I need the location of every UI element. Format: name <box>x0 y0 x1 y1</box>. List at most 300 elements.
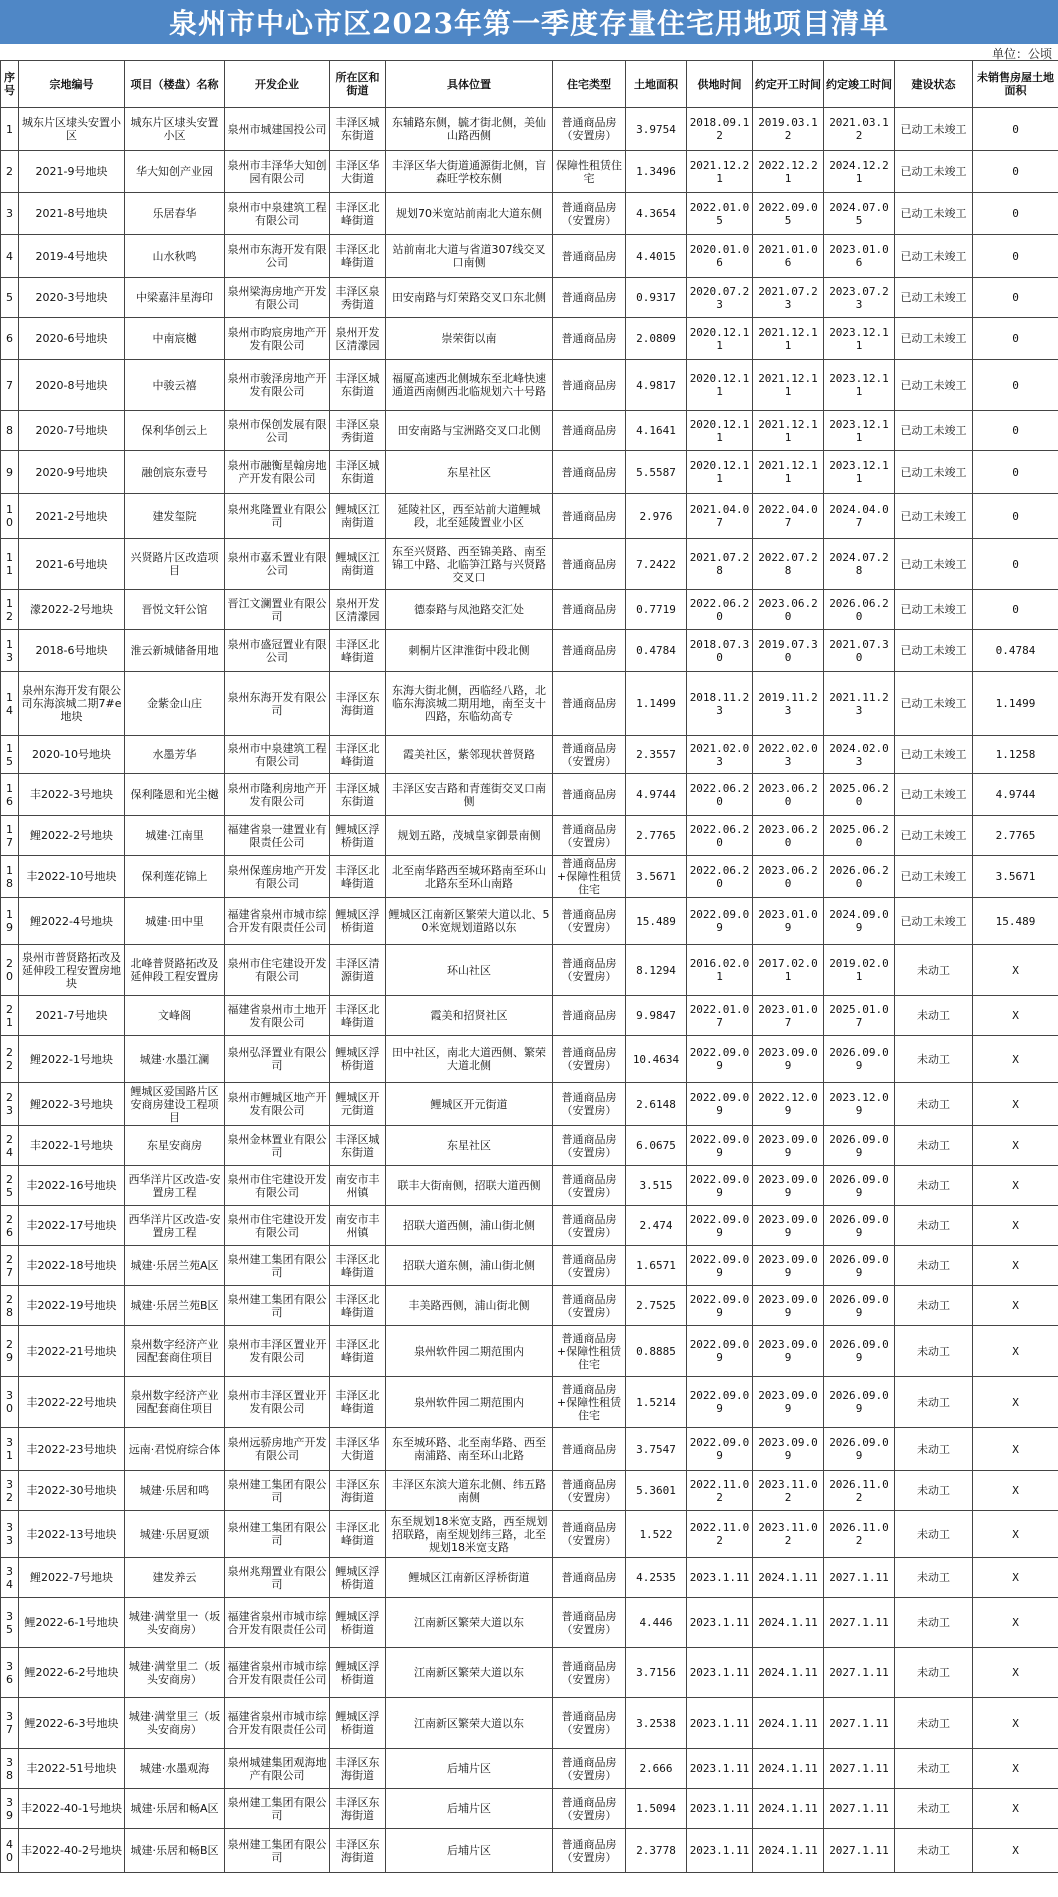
cell-project-name: 远南·君悦府综合体 <box>125 1428 225 1471</box>
cell-unsold-area: 0 <box>973 278 1058 318</box>
cell-completion-date: 2023.01.06 <box>824 235 895 278</box>
cell-land-area: 9.9847 <box>626 996 687 1036</box>
cell-unsold-area: X <box>973 1749 1058 1789</box>
cell-status: 未动工 <box>895 1326 973 1377</box>
cell-location: 霞美和招贤社区 <box>386 996 553 1036</box>
cell-housing-type: 普通商品房（安置房） <box>553 1829 626 1873</box>
cell-housing-type: 普通商品房 <box>553 318 626 360</box>
cell-project-name: 城建·乐居兰苑A区 <box>125 1246 225 1286</box>
cell-start-date: 2023.09.09 <box>753 1036 824 1083</box>
cell-developer: 泉州建工集团有限公司 <box>225 1286 330 1326</box>
cell-status: 未动工 <box>895 1749 973 1789</box>
cell-developer: 泉州市中泉建筑工程有限公司 <box>225 736 330 774</box>
cell-completion-date: 2026.09.09 <box>824 1286 895 1326</box>
cell-land-area: 0.4784 <box>626 630 687 672</box>
cell-completion-date: 2025.06.20 <box>824 774 895 816</box>
cell-completion-date: 2021.03.12 <box>824 108 895 151</box>
cell-unsold-area: 4.9744 <box>973 774 1058 816</box>
cell-housing-type: 普通商品房 <box>553 1558 626 1598</box>
cell-project-name: 城建·满堂里一（坂头安商房） <box>125 1598 225 1648</box>
cell-supply-date: 2022.06.20 <box>687 774 753 816</box>
table-row <box>1 1648 1058 1698</box>
cell-developer: 泉州市城建国投公司 <box>225 108 330 151</box>
cell-housing-type: 普通商品房 <box>553 539 626 590</box>
cell-location: 泉州软件园二期范围内 <box>386 1326 553 1377</box>
cell-district: 丰泽区清源街道 <box>330 945 386 996</box>
cell-start-date: 2023.06.20 <box>753 816 824 856</box>
cell-supply-date: 2022.06.20 <box>687 590 753 630</box>
cell-housing-type: 普通商品房（安置房） <box>553 1471 626 1511</box>
cell-land-area: 4.9817 <box>626 360 687 411</box>
cell-supply-date: 2022.09.09 <box>687 1286 753 1326</box>
cell-completion-date: 2027.1.11 <box>824 1648 895 1698</box>
cell-project-name: 城建·乐居和畅A区 <box>125 1789 225 1829</box>
cell-completion-date: 2023.12.11 <box>824 451 895 494</box>
cell-completion-date: 2024.04.07 <box>824 494 895 539</box>
cell-developer: 泉州市盛冠置业有限公司 <box>225 630 330 672</box>
cell-supply-date: 2022.09.09 <box>687 1428 753 1471</box>
cell-parcel-id: 2020-3号地块 <box>19 278 125 318</box>
cell-land-area: 8.1294 <box>626 945 687 996</box>
cell-status: 未动工 <box>895 1377 973 1428</box>
cell-developer: 泉州金林置业有限公司 <box>225 1126 330 1166</box>
cell-supply-date: 2022.06.20 <box>687 816 753 856</box>
cell-parcel-id: 丰2022-19号地块 <box>19 1286 125 1326</box>
cell-index: 26 <box>1 1206 19 1246</box>
cell-index: 32 <box>1 1471 19 1511</box>
cell-project-name: 城建·水墨观海 <box>125 1749 225 1789</box>
cell-location: 规划70米宽站前南北大道东侧 <box>386 193 553 235</box>
cell-index: 17 <box>1 816 19 856</box>
cell-completion-date: 2026.09.09 <box>824 1036 895 1083</box>
table-header-row <box>1 61 1058 108</box>
table-row <box>1 1083 1058 1126</box>
cell-developer: 泉州城建集团观海地产有限公司 <box>225 1749 330 1789</box>
cell-index: 21 <box>1 996 19 1036</box>
cell-status: 已动工未竣工 <box>895 630 973 672</box>
cell-unsold-area: 0 <box>973 539 1058 590</box>
table-row <box>1 1246 1058 1286</box>
cell-parcel-id: 2019-4号地块 <box>19 235 125 278</box>
cell-developer: 泉州建工集团有限公司 <box>225 1511 330 1558</box>
table-row <box>1 996 1058 1036</box>
table-row <box>1 856 1058 898</box>
cell-unsold-area: 1.1499 <box>973 672 1058 736</box>
cell-start-date: 2023.06.20 <box>753 856 824 898</box>
cell-district: 丰泽区东海街道 <box>330 1471 386 1511</box>
cell-location: 北至南华路西至城环路南至环山北路东至环山南路 <box>386 856 553 898</box>
cell-supply-date: 2016.02.01 <box>687 945 753 996</box>
table-row <box>1 151 1058 193</box>
cell-status: 未动工 <box>895 996 973 1036</box>
cell-index: 25 <box>1 1166 19 1206</box>
cell-project-name: 城建·乐居和畅B区 <box>125 1829 225 1873</box>
cell-start-date: 2022.07.28 <box>753 539 824 590</box>
cell-parcel-id: 鲤2022-3号地块 <box>19 1083 125 1126</box>
cell-project-name: 城建·江南里 <box>125 816 225 856</box>
cell-district: 丰泽区城东街道 <box>330 451 386 494</box>
cell-project-name: 水墨芳华 <box>125 736 225 774</box>
cell-completion-date: 2021.11.23 <box>824 672 895 736</box>
cell-project-name: 城东片区埭头安置小区 <box>125 108 225 151</box>
cell-status: 未动工 <box>895 1471 973 1511</box>
cell-developer: 福建省泉州市城市综合开发有限责任公司 <box>225 1598 330 1648</box>
cell-project-name: 建发养云 <box>125 1558 225 1598</box>
cell-housing-type: 普通商品房（安置房） <box>553 1511 626 1558</box>
cell-location: 后埔片区 <box>386 1829 553 1873</box>
cell-project-name: 城建·满堂里二（坂头安商房） <box>125 1648 225 1698</box>
cell-parcel-id: 2021-2号地块 <box>19 494 125 539</box>
cell-index: 31 <box>1 1428 19 1471</box>
cell-completion-date: 2025.01.07 <box>824 996 895 1036</box>
cell-project-name: 保利莲花锦上 <box>125 856 225 898</box>
cell-supply-date: 2022.01.05 <box>687 193 753 235</box>
cell-location: 崇荣街以南 <box>386 318 553 360</box>
table-row <box>1 539 1058 590</box>
cell-developer: 泉州市东海开发有限公司 <box>225 235 330 278</box>
cell-location: 江南新区繁荣大道以东 <box>386 1598 553 1648</box>
cell-land-area: 0.8885 <box>626 1326 687 1377</box>
cell-developer: 福建省泉州市城市综合开发有限责任公司 <box>225 1648 330 1698</box>
table-row <box>1 318 1058 360</box>
cell-parcel-id: 丰2022-23号地块 <box>19 1428 125 1471</box>
cell-completion-date: 2024.09.09 <box>824 898 895 945</box>
cell-project-name: 城建·水墨江澜 <box>125 1036 225 1083</box>
cell-district: 丰泽区城东街道 <box>330 774 386 816</box>
cell-developer: 泉州市丰泽华大知创园有限公司 <box>225 151 330 193</box>
cell-land-area: 3.5671 <box>626 856 687 898</box>
header-status: 建设状态 <box>895 61 973 108</box>
cell-housing-type: 普通商品房+保障性租赁住宅 <box>553 1326 626 1377</box>
cell-status: 未动工 <box>895 1083 973 1126</box>
cell-developer: 福建省泉州市城市综合开发有限责任公司 <box>225 1698 330 1749</box>
cell-project-name: 城建·乐居夏颂 <box>125 1511 225 1558</box>
cell-location: 东至兴贤路、西至锦美路、南至锦工中路、北临笋江路与兴贤路交叉口 <box>386 539 553 590</box>
cell-status: 已动工未竣工 <box>895 411 973 451</box>
cell-land-area: 2.0809 <box>626 318 687 360</box>
cell-status: 已动工未竣工 <box>895 898 973 945</box>
land-list-table <box>0 60 1058 1873</box>
cell-index: 24 <box>1 1126 19 1166</box>
cell-parcel-id: 丰2022-13号地块 <box>19 1511 125 1558</box>
cell-supply-date: 2023.1.11 <box>687 1598 753 1648</box>
cell-location: 鲤城区江南新区浮桥街道 <box>386 1558 553 1598</box>
cell-completion-date: 2023.12.09 <box>824 1083 895 1126</box>
cell-index: 40 <box>1 1829 19 1873</box>
cell-location: 站前南北大道与省道307线交叉口南侧 <box>386 235 553 278</box>
cell-completion-date: 2025.06.20 <box>824 816 895 856</box>
cell-land-area: 1.5094 <box>626 1789 687 1829</box>
cell-developer: 泉州建工集团有限公司 <box>225 1246 330 1286</box>
cell-district: 鲤城区浮桥街道 <box>330 898 386 945</box>
cell-location: 丰泽区东滨大道东北侧、纬五路南侧 <box>386 1471 553 1511</box>
cell-start-date: 2022.02.03 <box>753 736 824 774</box>
cell-status: 已动工未竣工 <box>895 590 973 630</box>
cell-supply-date: 2022.09.09 <box>687 898 753 945</box>
cell-parcel-id: 2020-9号地块 <box>19 451 125 494</box>
cell-supply-date: 2020.12.11 <box>687 451 753 494</box>
cell-index: 30 <box>1 1377 19 1428</box>
cell-completion-date: 2019.02.01 <box>824 945 895 996</box>
cell-district: 丰泽区泉秀街道 <box>330 411 386 451</box>
cell-location: 东辅路东侧，毓才街北侧，美仙山路西侧 <box>386 108 553 151</box>
cell-index: 7 <box>1 360 19 411</box>
cell-parcel-id: 丰2022-3号地块 <box>19 774 125 816</box>
cell-housing-type: 普通商品房（安置房） <box>553 1286 626 1326</box>
cell-unsold-area: X <box>973 1326 1058 1377</box>
cell-supply-date: 2020.12.11 <box>687 318 753 360</box>
cell-parcel-id: 濛2022-2号地块 <box>19 590 125 630</box>
cell-index: 14 <box>1 672 19 736</box>
cell-completion-date: 2024.07.05 <box>824 193 895 235</box>
table-row <box>1 945 1058 996</box>
cell-developer: 泉州东海开发有限公司 <box>225 672 330 736</box>
cell-status: 已动工未竣工 <box>895 278 973 318</box>
table-row <box>1 1511 1058 1558</box>
cell-location: 东星社区 <box>386 1126 553 1166</box>
cell-housing-type: 普通商品房（安置房） <box>553 1648 626 1698</box>
cell-district: 丰泽区北峰街道 <box>330 1246 386 1286</box>
cell-housing-type: 普通商品房（安置房） <box>553 1166 626 1206</box>
cell-district: 丰泽区城东街道 <box>330 108 386 151</box>
cell-completion-date: 2026.09.09 <box>824 1326 895 1377</box>
cell-status: 已动工未竣工 <box>895 193 973 235</box>
cell-start-date: 2023.09.09 <box>753 1326 824 1377</box>
cell-unsold-area: X <box>973 1206 1058 1246</box>
table-row <box>1 411 1058 451</box>
cell-completion-date: 2027.1.11 <box>824 1698 895 1749</box>
cell-supply-date: 2023.1.11 <box>687 1648 753 1698</box>
cell-developer: 泉州市住宅建设开发有限公司 <box>225 1206 330 1246</box>
cell-project-name: 西华洋片区改造-安置房工程 <box>125 1206 225 1246</box>
cell-supply-date: 2022.09.09 <box>687 1206 753 1246</box>
cell-district: 丰泽区北峰街道 <box>330 193 386 235</box>
cell-project-name: 乐居春华 <box>125 193 225 235</box>
cell-supply-date: 2022.09.09 <box>687 1036 753 1083</box>
cell-supply-date: 2022.01.07 <box>687 996 753 1036</box>
cell-index: 9 <box>1 451 19 494</box>
cell-index: 1 <box>1 108 19 151</box>
cell-project-name: 城建·田中里 <box>125 898 225 945</box>
cell-location: 江南新区繁荣大道以东 <box>386 1698 553 1749</box>
cell-housing-type: 普通商品房 <box>553 278 626 318</box>
cell-start-date: 2021.12.11 <box>753 360 824 411</box>
cell-parcel-id: 丰2022-1号地块 <box>19 1126 125 1166</box>
table-row <box>1 1326 1058 1377</box>
cell-status: 未动工 <box>895 1428 973 1471</box>
cell-unsold-area: X <box>973 1558 1058 1598</box>
cell-location: 联丰大街南侧，招联大道西侧 <box>386 1166 553 1206</box>
cell-index: 11 <box>1 539 19 590</box>
cell-start-date: 2023.09.09 <box>753 1206 824 1246</box>
cell-housing-type: 普通商品房（安置房） <box>553 1749 626 1789</box>
cell-start-date: 2019.03.12 <box>753 108 824 151</box>
table-row <box>1 736 1058 774</box>
cell-location: 鲤城区开元街道 <box>386 1083 553 1126</box>
cell-housing-type: 普通商品房（安置房） <box>553 945 626 996</box>
cell-status: 已动工未竣工 <box>895 151 973 193</box>
cell-district: 丰泽区北峰街道 <box>330 235 386 278</box>
cell-index: 3 <box>1 193 19 235</box>
cell-completion-date: 2026.11.02 <box>824 1511 895 1558</box>
cell-unsold-area: 0 <box>973 318 1058 360</box>
cell-index: 20 <box>1 945 19 996</box>
table-row <box>1 774 1058 816</box>
cell-supply-date: 2022.09.09 <box>687 1326 753 1377</box>
cell-project-name: 城建·乐居和鸣 <box>125 1471 225 1511</box>
cell-status: 未动工 <box>895 1206 973 1246</box>
cell-completion-date: 2023.12.11 <box>824 411 895 451</box>
cell-parcel-id: 城东片区埭头安置小区 <box>19 108 125 151</box>
cell-completion-date: 2027.1.11 <box>824 1598 895 1648</box>
cell-developer: 泉州保莲房地产开发有限公司 <box>225 856 330 898</box>
cell-start-date: 2024.1.11 <box>753 1558 824 1598</box>
cell-supply-date: 2022.09.09 <box>687 1246 753 1286</box>
cell-land-area: 3.515 <box>626 1166 687 1206</box>
cell-developer: 泉州市昀宸房地产开发有限公司 <box>225 318 330 360</box>
cell-parcel-id: 2020-10号地块 <box>19 736 125 774</box>
cell-district: 丰泽区东海街道 <box>330 672 386 736</box>
cell-parcel-id: 鲤2022-6-2号地块 <box>19 1648 125 1698</box>
cell-land-area: 3.7156 <box>626 1648 687 1698</box>
cell-district: 丰泽区北峰街道 <box>330 1377 386 1428</box>
cell-housing-type: 普通商品房 <box>553 774 626 816</box>
cell-district: 丰泽区东海街道 <box>330 1789 386 1829</box>
cell-parcel-id: 鲤2022-2号地块 <box>19 816 125 856</box>
cell-land-area: 3.2538 <box>626 1698 687 1749</box>
cell-unsold-area: X <box>973 1698 1058 1749</box>
cell-location: 招联大道西侧，浦山街北侧 <box>386 1206 553 1246</box>
cell-supply-date: 2022.09.09 <box>687 1126 753 1166</box>
cell-unsold-area: X <box>973 996 1058 1036</box>
cell-supply-date: 2020.07.23 <box>687 278 753 318</box>
cell-parcel-id: 泉州市普贤路拓改及延伸段工程安置房地块 <box>19 945 125 996</box>
cell-start-date: 2024.1.11 <box>753 1698 824 1749</box>
cell-parcel-id: 2018-6号地块 <box>19 630 125 672</box>
cell-supply-date: 2020.12.11 <box>687 411 753 451</box>
cell-district: 鲤城区江南街道 <box>330 494 386 539</box>
cell-project-name: 保利隆恩和光尘樾 <box>125 774 225 816</box>
cell-index: 12 <box>1 590 19 630</box>
table-row <box>1 278 1058 318</box>
cell-index: 8 <box>1 411 19 451</box>
cell-parcel-id: 鲤2022-7号地块 <box>19 1558 125 1598</box>
cell-land-area: 4.9744 <box>626 774 687 816</box>
cell-district: 丰泽区泉秀街道 <box>330 278 386 318</box>
cell-land-area: 5.5587 <box>626 451 687 494</box>
cell-project-name: 中梁嘉沣星海印 <box>125 278 225 318</box>
cell-housing-type: 普通商品房 <box>553 996 626 1036</box>
cell-supply-date: 2021.07.28 <box>687 539 753 590</box>
cell-unsold-area: 0 <box>973 235 1058 278</box>
cell-housing-type: 普通商品房 <box>553 411 626 451</box>
cell-parcel-id: 2021-9号地块 <box>19 151 125 193</box>
cell-developer: 泉州兆隆置业有限公司 <box>225 494 330 539</box>
cell-status: 已动工未竣工 <box>895 235 973 278</box>
cell-unsold-area: 0 <box>973 494 1058 539</box>
cell-status: 未动工 <box>895 1598 973 1648</box>
cell-project-name: 山水秋鸣 <box>125 235 225 278</box>
cell-location: 东星社区 <box>386 451 553 494</box>
table-row <box>1 451 1058 494</box>
cell-unsold-area: X <box>973 1428 1058 1471</box>
table-row <box>1 672 1058 736</box>
cell-unsold-area: 0 <box>973 451 1058 494</box>
cell-project-name: 中骏云禧 <box>125 360 225 411</box>
cell-supply-date: 2023.1.11 <box>687 1558 753 1598</box>
cell-start-date: 2023.09.09 <box>753 1377 824 1428</box>
cell-completion-date: 2023.12.11 <box>824 360 895 411</box>
cell-district: 鲤城区浮桥街道 <box>330 1036 386 1083</box>
cell-supply-date: 2022.09.09 <box>687 1377 753 1428</box>
cell-start-date: 2023.09.09 <box>753 1246 824 1286</box>
cell-project-name: 晋悦文轩公馆 <box>125 590 225 630</box>
cell-completion-date: 2026.09.09 <box>824 1206 895 1246</box>
header-land-area: 土地面积 <box>626 61 687 108</box>
cell-district: 鲤城区江南街道 <box>330 539 386 590</box>
header-start-date: 约定开工时间 <box>753 61 824 108</box>
cell-start-date: 2023.11.02 <box>753 1511 824 1558</box>
cell-unsold-area: X <box>973 1471 1058 1511</box>
cell-index: 19 <box>1 898 19 945</box>
cell-completion-date: 2024.07.28 <box>824 539 895 590</box>
cell-start-date: 2023.06.20 <box>753 774 824 816</box>
cell-unsold-area: X <box>973 1511 1058 1558</box>
cell-index: 36 <box>1 1648 19 1698</box>
cell-index: 23 <box>1 1083 19 1126</box>
cell-developer: 泉州市住宅建设开发有限公司 <box>225 945 330 996</box>
cell-project-name: 兴贤路片区改造项目 <box>125 539 225 590</box>
cell-unsold-area: 0.4784 <box>973 630 1058 672</box>
cell-location: 霞美社区，紫邻现状普贤路 <box>386 736 553 774</box>
cell-start-date: 2023.01.09 <box>753 898 824 945</box>
table-row <box>1 1698 1058 1749</box>
cell-developer: 泉州远骄房地产开发有限公司 <box>225 1428 330 1471</box>
header-parcel-id: 宗地编号 <box>19 61 125 108</box>
cell-district: 丰泽区华大街道 <box>330 1428 386 1471</box>
cell-start-date: 2022.12.21 <box>753 151 824 193</box>
cell-index: 27 <box>1 1246 19 1286</box>
table-row <box>1 1829 1058 1873</box>
cell-completion-date: 2026.11.02 <box>824 1471 895 1511</box>
cell-supply-date: 2022.09.09 <box>687 1083 753 1126</box>
cell-index: 29 <box>1 1326 19 1377</box>
table-row <box>1 1749 1058 1789</box>
table-row <box>1 494 1058 539</box>
cell-supply-date: 2020.01.06 <box>687 235 753 278</box>
cell-unsold-area: 1.1258 <box>973 736 1058 774</box>
cell-housing-type: 普通商品房（安置房） <box>553 1206 626 1246</box>
cell-developer: 泉州弘泽置业有限公司 <box>225 1036 330 1083</box>
table-row <box>1 630 1058 672</box>
cell-start-date: 2019.07.30 <box>753 630 824 672</box>
table-row <box>1 1789 1058 1829</box>
cell-status: 已动工未竣工 <box>895 856 973 898</box>
cell-unsold-area: X <box>973 1083 1058 1126</box>
cell-developer: 泉州兆翔置业有限公司 <box>225 1558 330 1598</box>
cell-housing-type: 普通商品房（安置房） <box>553 1789 626 1829</box>
cell-project-name: 华大知创产业园 <box>125 151 225 193</box>
cell-supply-date: 2022.11.02 <box>687 1471 753 1511</box>
page-title: 泉州市中心市区2023年第一季度存量住宅用地项目清单 <box>0 0 1058 44</box>
cell-housing-type: 普通商品房 <box>553 630 626 672</box>
cell-location: 德泰路与凤池路交汇处 <box>386 590 553 630</box>
cell-land-area: 2.7525 <box>626 1286 687 1326</box>
cell-land-area: 2.6148 <box>626 1083 687 1126</box>
cell-index: 37 <box>1 1698 19 1749</box>
cell-project-name: 融创宸东壹号 <box>125 451 225 494</box>
header-project-name: 项目（楼盘）名称 <box>125 61 225 108</box>
